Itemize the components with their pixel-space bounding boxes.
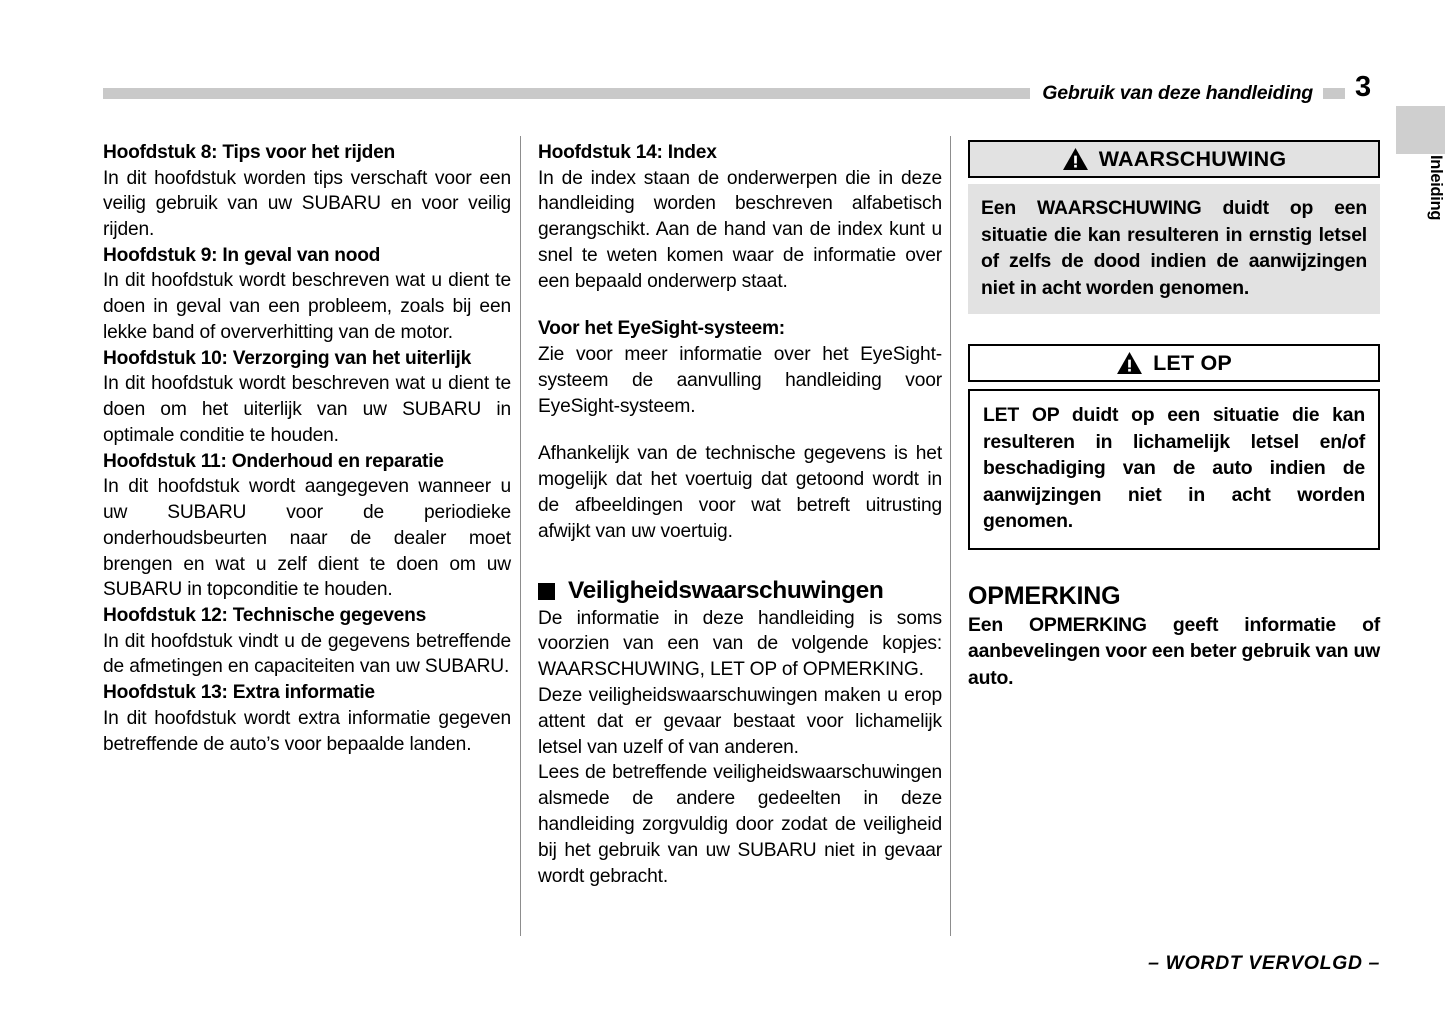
warning-triangle-icon (1116, 351, 1143, 375)
note-block (968, 580, 1380, 692)
section-heading-ch14: Hoofdstuk 14: Index (538, 142, 717, 163)
side-tab-label: Inleiding (1427, 155, 1445, 221)
running-header (103, 80, 1345, 110)
section-heading-safety-warnings (538, 575, 942, 606)
page-title: Gebruik van deze handleiding (1030, 80, 1323, 107)
note-body: Een OPMERKING geeft informatie of aanbevelingen voor een beter gebruik van uw auto. (968, 613, 1380, 689)
section-body-ch9: In dit hoofdstuk wordt beschreven wat u dient te doen in geval van een probleem, zoals bij een lekke band of oververhitting van de motor. (103, 270, 511, 343)
warning-box-header (968, 140, 1380, 178)
section-body-ch13: In dit hoofdstuk wordt extra informatie gegeven betreffende de auto’s voor bepaalde landen. (103, 707, 511, 755)
side-tab-block (1396, 106, 1445, 154)
section-body-ch8: In dit hoofdstuk worden tips verschaft voor een veilig gebruik van uw SUBARU en voor veilig rijden. (103, 167, 511, 241)
column-divider-left (520, 136, 521, 936)
section-heading-ch8: Hoofdstuk 8: Tips voor het rijden (103, 142, 396, 163)
warning-box-title: WAARSCHUWING (1098, 146, 1287, 171)
spacer (968, 550, 1380, 580)
section-body-ch11: In dit hoofdstuk wordt aangegeven wanneer u uw SUBARU voor de periodieke onderhoudsbeurten naar de dealer moet brengen en wat u zelf dient te doen om uw SUBARU in topconditie te houden. (103, 476, 511, 601)
section-body-specifications: Afhankelijk van de technische gegevens is het mogelijk dat het voertuig dat getoond wordt in de afbeeldingen voor wat betreft uitrusting afwijkt van uw voertuig. (538, 443, 942, 542)
warning-box-body: Een WAARSCHUWING duidt op een situatie die kan resulteren in ernstig letsel of zelfs de dood indien de aanwijzingen niet in acht worden genomen. (968, 184, 1380, 314)
left-column (103, 140, 511, 757)
column-divider-right (950, 136, 951, 936)
section-body-ch10: In dit hoofdstuk wordt beschreven wat u dient te doen om het uiterlijk van uw SUBARU in optimale conditie te houden. (103, 373, 511, 446)
caution-box-body: LET OP duidt op een situatie die kan resulteren in lichamelijk letsel en/of beschadiging van de auto indien de aanwijzingen niet in acht worden genomen. (968, 389, 1380, 550)
section-heading-safety-warnings-label: Veiligheidswaarschuwingen (568, 576, 884, 604)
section-body-eyesight: Zie voor meer informatie over het EyeSight-systeem de aanvulling handleiding voor EyeSight-systeem. (538, 343, 942, 417)
section-heading-ch9: Hoofdstuk 9: In geval van nood (103, 244, 381, 266)
right-column (968, 140, 1380, 691)
spacer (538, 294, 942, 316)
spacer (968, 314, 1380, 344)
section-heading-eyesight: Voor het EyeSight-systeem: (538, 318, 785, 340)
caution-box (968, 344, 1380, 550)
warning-box (968, 140, 1380, 314)
caution-box-title: LET OP (1153, 350, 1232, 375)
section-heading-ch12: Hoofdstuk 12: Technische gegevens (103, 605, 426, 627)
section-body-ch14: In de index staan de onderwerpen die in deze handleiding worden beschreven alfabetisch gerangschikt. Aan de hand van de index kunt u snel te weten komen waar de informatie over een bepaald onderwerp staat. (538, 167, 942, 292)
page-number: 3 (1355, 71, 1372, 103)
middle-column (538, 140, 942, 889)
section-body-ch12: In dit hoofdstuk vindt u de gegevens betreffende de afmetingen en capaciteiten van uw SUBARU. (103, 630, 511, 678)
footer-continued: – WORDT VERVOLGD – (1148, 952, 1380, 974)
section-heading-ch11: Hoofdstuk 11: Onderhoud en reparatie (103, 450, 444, 472)
note-title: OPMERKING (968, 581, 1121, 610)
safety-paragraph-2: Deze veiligheidswaarschuwingen maken u erop attent dat er gevaar bestaat voor lichamelijk letsel van uzelf of van anderen. (538, 684, 942, 758)
safety-paragraph-1: De informatie in deze handleiding is soms voorzien van een van de volgende kopjes: WAARSCHUWING, LET OP of OPMERKING. (538, 607, 942, 681)
caution-box-header (968, 344, 1380, 382)
section-heading-ch10: Hoofdstuk 10: Verzorging van het uiterlijk (103, 347, 471, 369)
section-heading-ch13: Hoofdstuk 13: Extra informatie (103, 682, 375, 704)
safety-paragraph-3: Lees de betreffende veiligheidswaarschuwingen alsmede de andere gedeelten in deze handleiding zorgvuldig door zodat de veiligheid bij het gebruik van uw SUBARU niet in gevaar wordt gebracht. (538, 762, 942, 887)
warning-triangle-icon (1062, 147, 1089, 171)
spacer (538, 545, 942, 575)
spacer (538, 419, 942, 441)
square-bullet-icon (538, 583, 555, 600)
